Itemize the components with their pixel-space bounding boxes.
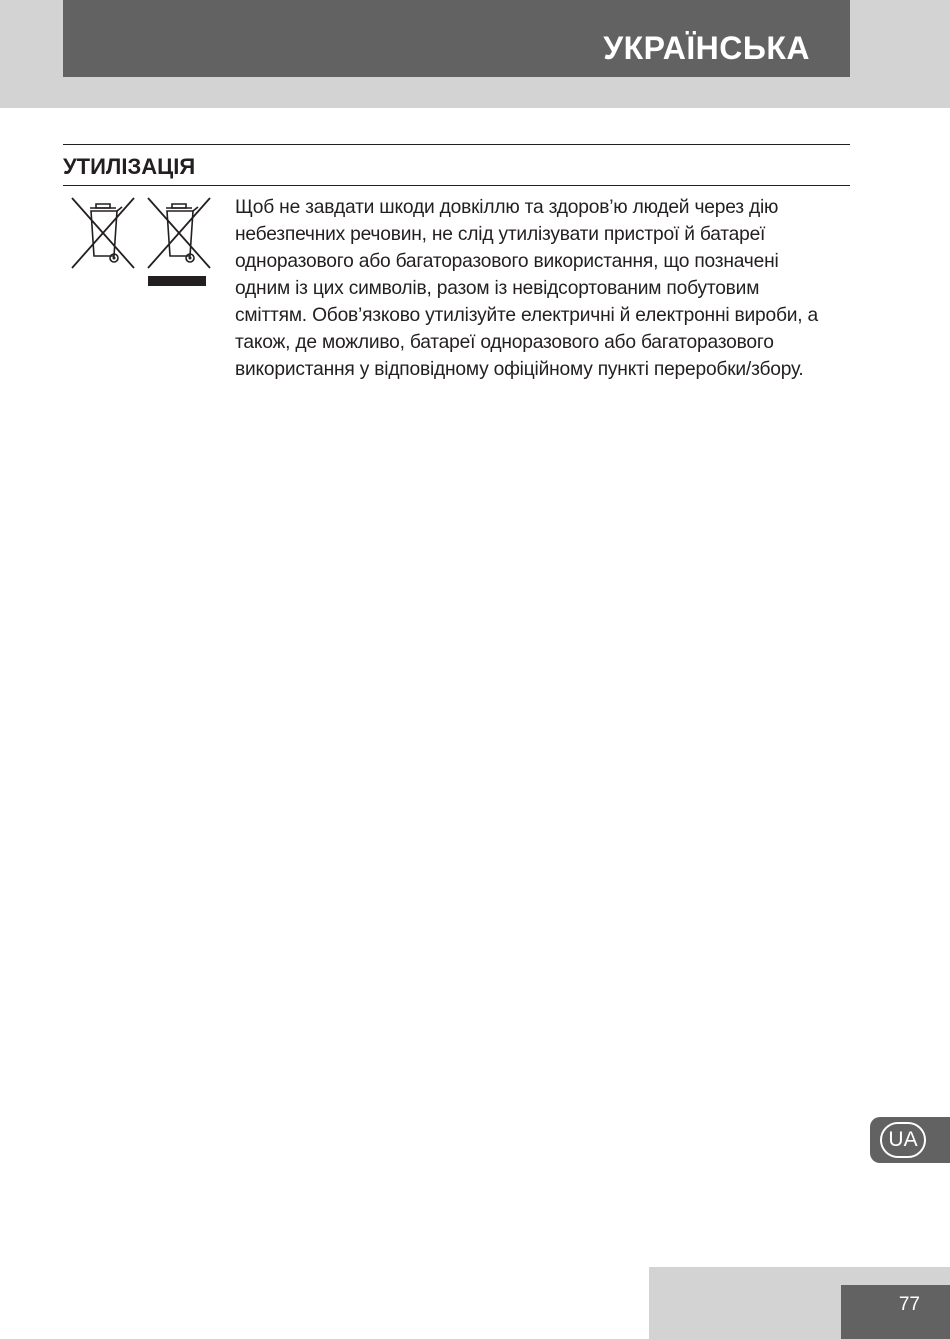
body-line: також, де можливо, батареї одноразового або багаторазового — [235, 332, 774, 353]
body-line: небезпечних речовин, не слід утилізувати пристрої й батареї — [235, 224, 766, 245]
language-code-badge: UA — [880, 1122, 926, 1158]
body-line: Щоб не завдати шкоди довкіллю та здоров’ю людей через дію — [235, 197, 779, 218]
section-heading: УТИЛІЗАЦІЯ — [63, 154, 196, 179]
section-rule-top — [63, 144, 850, 145]
language-tab — [870, 1117, 950, 1163]
header-bar — [63, 0, 850, 77]
body-line: використання у відповідному офіційному пункті переробки/збору. — [235, 359, 804, 380]
body-line: одним із цих символів, разом із невідсортованим побутовим — [235, 278, 760, 299]
language-title: УКРАЇНСЬКА — [603, 30, 810, 66]
crossed-out-wheelie-bin-with-bar-icon — [144, 194, 214, 290]
body-line: одноразового або багаторазового використання, що позначені — [235, 251, 779, 272]
page-number: 77 — [898, 1294, 920, 1315]
body-line: сміттям. Обов’язково утилізуйте електричні й електронні вироби, а — [235, 305, 819, 326]
disposal-body-text — [235, 194, 845, 383]
crossed-out-wheelie-bin-icon — [68, 194, 138, 274]
disposal-symbols — [68, 194, 213, 290]
page-number-box — [841, 1285, 950, 1339]
section-rule-bottom — [63, 185, 850, 186]
